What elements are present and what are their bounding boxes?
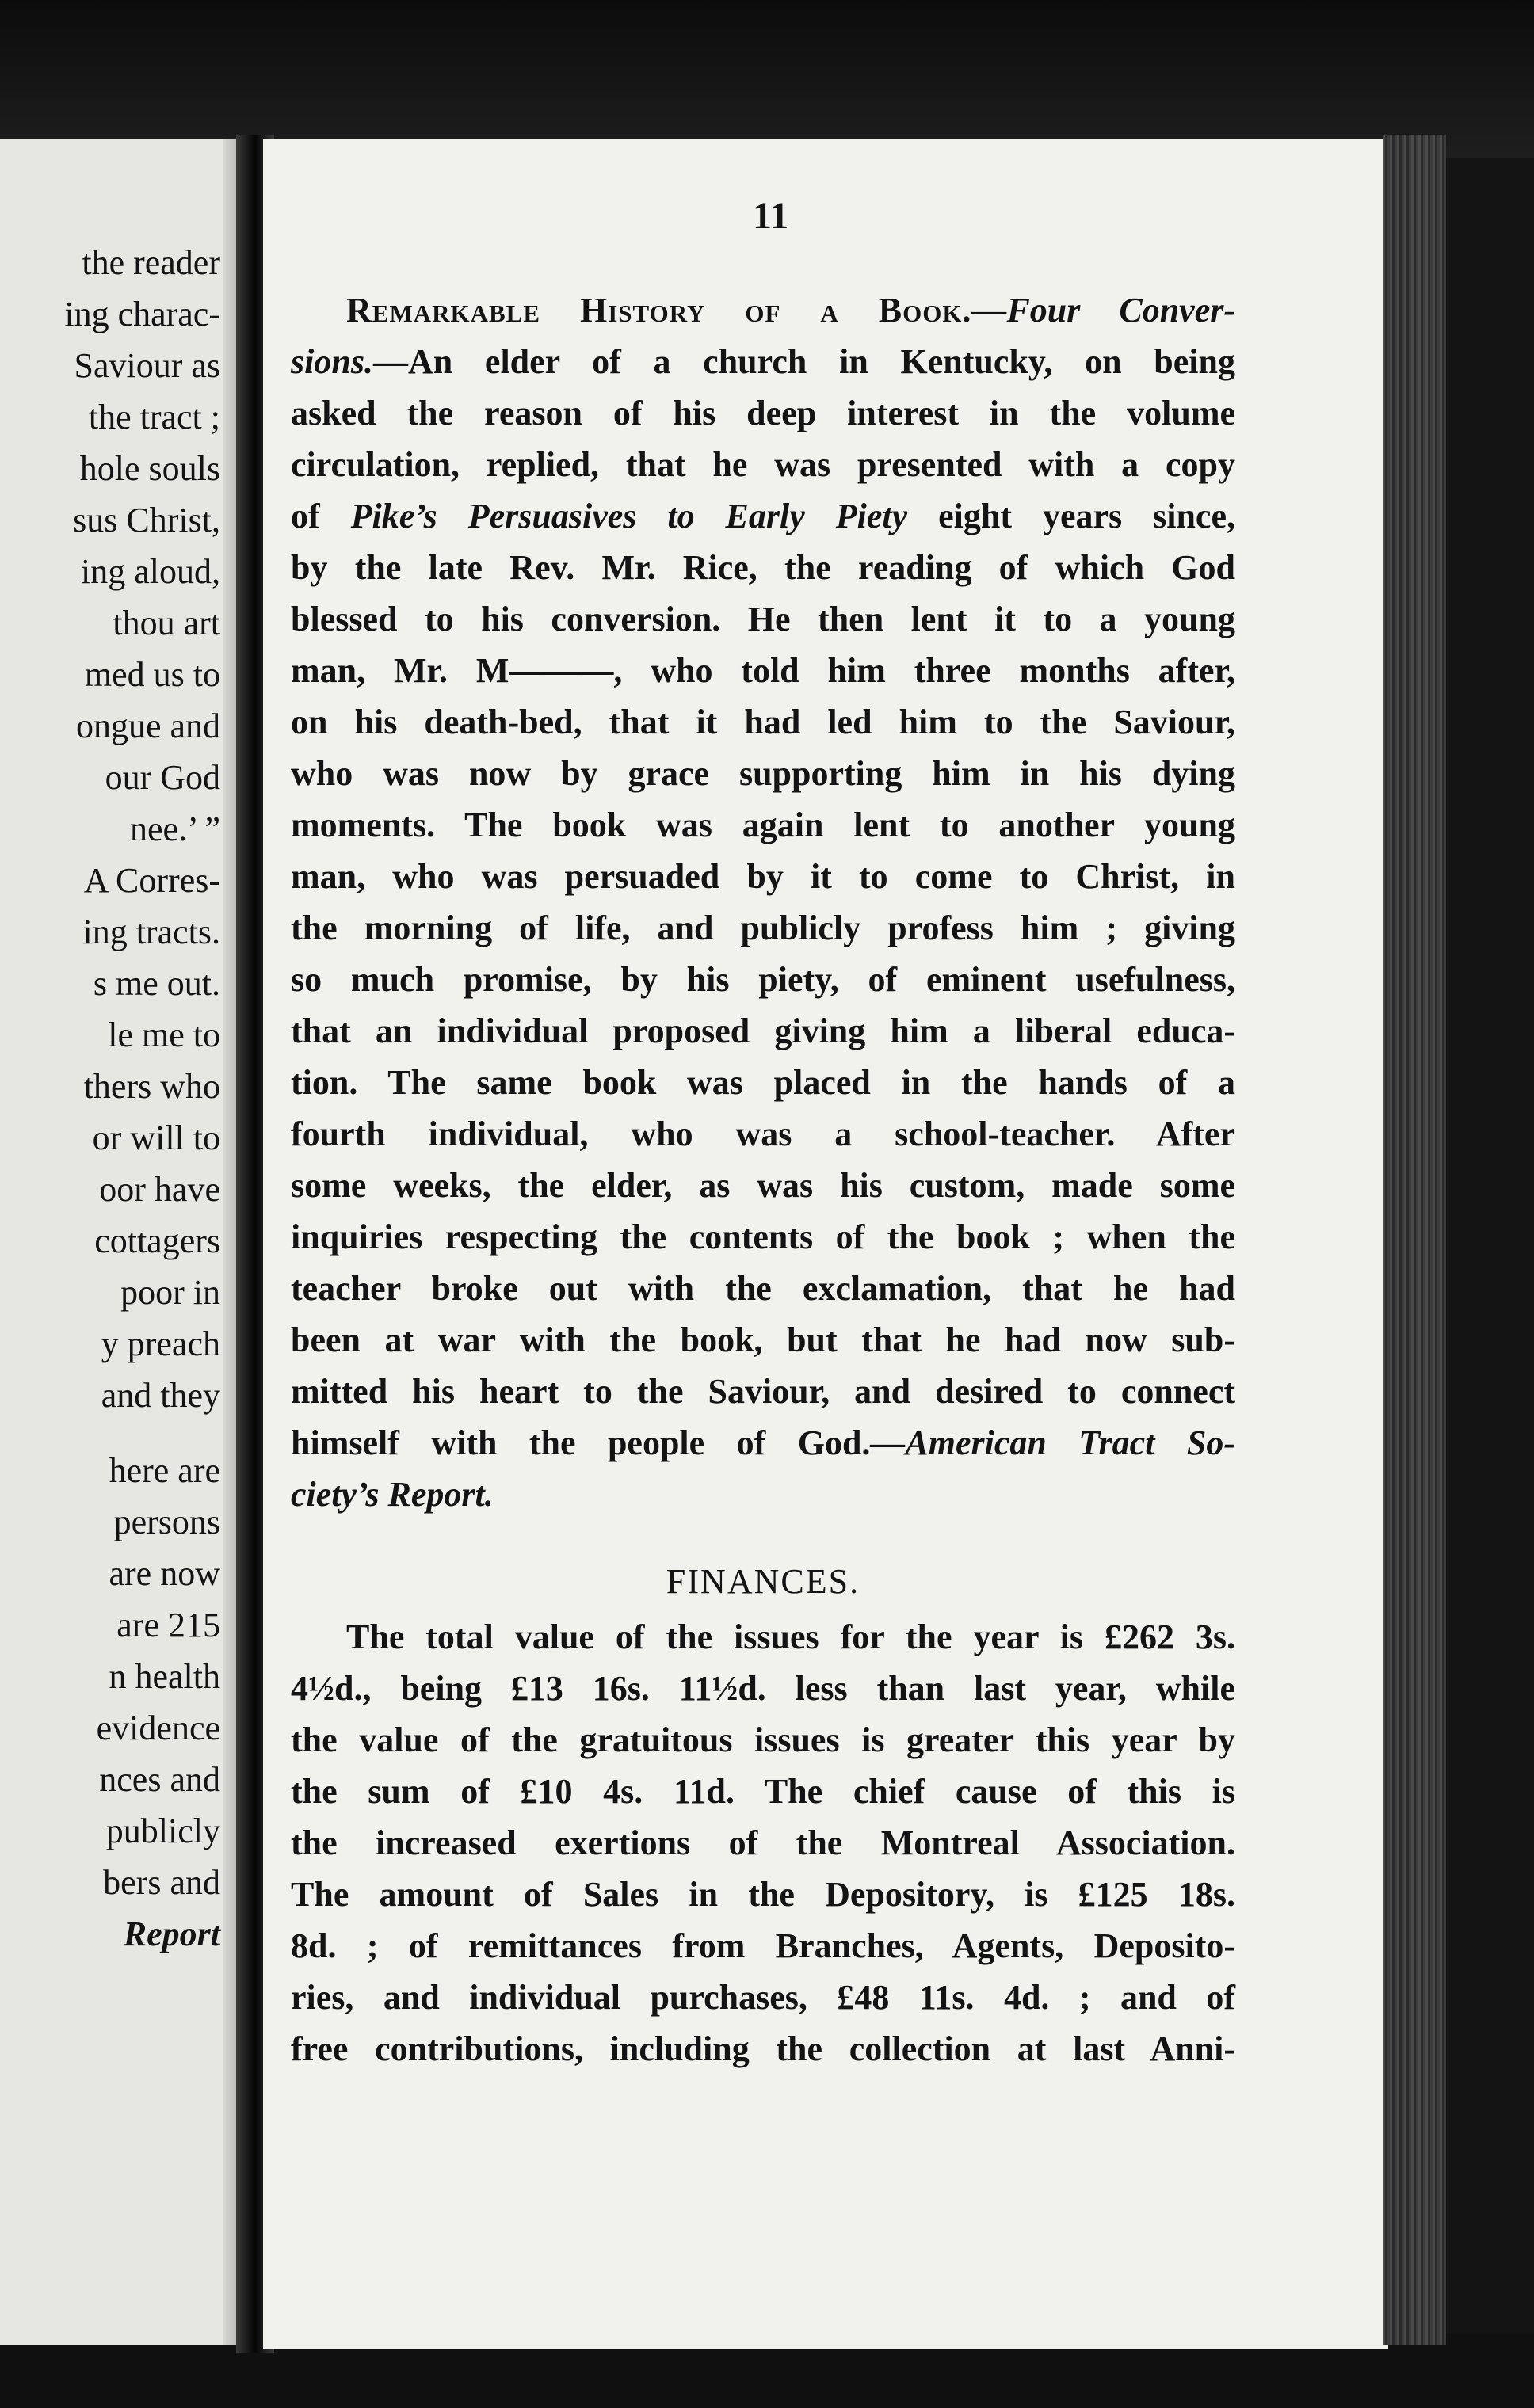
left-page-line: ing tracts. [82, 913, 220, 951]
left-page-line: here are [109, 1451, 220, 1490]
left-page-line: med us to [84, 655, 220, 694]
left-page-line: Saviour as [74, 346, 220, 385]
left-page-line: y preach [101, 1324, 220, 1363]
finances-line: the sum of £10 4s. 11d. The chief cause of this is [291, 1772, 1235, 1811]
finances-line: the increased exertions of the Montreal Association. [291, 1823, 1235, 1862]
article-line: mitted his heart to the Saviour, and desired to connect [291, 1372, 1235, 1411]
left-page-line: or will to [92, 1118, 220, 1157]
article-line: on his death-bed, that it had led him to the Saviour, [291, 703, 1235, 741]
left-page-line: ing charac- [64, 295, 220, 333]
article-line: by the late Rev. Mr. Rice, the reading of which God [291, 548, 1235, 587]
article-line: circulation, replied, that he was presented with a copy [291, 445, 1235, 484]
article-line: asked the reason of his deep interest in the volume [291, 394, 1235, 432]
finances-line: ries, and individual purchases, £48 11s. 4d. ; and of [291, 1978, 1235, 2017]
finances-line: the value of the gratuitous issues is greater this year by [291, 1720, 1235, 1759]
article-line: so much promise, by his piety, of eminent usefulness, [291, 960, 1235, 999]
article-line: some weeks, the elder, as was his custom, made some [291, 1166, 1235, 1205]
left-page-line: our God [105, 758, 220, 797]
left-page-line: the tract ; [88, 398, 220, 436]
left-page-line: nee.’ ” [130, 810, 220, 848]
left-page-line: are now [109, 1554, 220, 1593]
left-page-line: cottagers [94, 1221, 220, 1260]
article-text: himself with the people of God. [291, 1423, 871, 1462]
finances-line: 4½d., being £13 16s. 11½d. less than last year, while [291, 1669, 1235, 1708]
finances-line: The amount of Sales in the Depository, is £125 18s. [291, 1875, 1235, 1914]
article-title-line [291, 285, 1235, 336]
left-page-line: persons [113, 1503, 220, 1541]
finances-line: free contributions, including the collection at last Anni- [291, 2029, 1235, 2068]
article-line [291, 1469, 1235, 1520]
left-page-line: ing aloud, [81, 552, 220, 591]
left-page-line: hole souls [79, 449, 220, 488]
article-line [291, 337, 1235, 387]
left-page-line: le me to [108, 1015, 220, 1054]
left-page-line: nces and [99, 1760, 220, 1799]
section-heading: FINANCES. [666, 1562, 860, 1601]
article-line: moments. The book was again lent to another young [291, 806, 1235, 844]
left-page-line: evidence [96, 1709, 220, 1747]
left-page-line: ongue and [75, 707, 220, 745]
left-page-line: are 215 [116, 1606, 220, 1644]
article-line: that an individual proposed giving him a liberal educa- [291, 1012, 1235, 1050]
left-page-line: bers and [103, 1863, 220, 1902]
article-line: blessed to his conversion. He then lent it to a young [291, 600, 1235, 638]
page-block-edges [1383, 135, 1446, 2345]
left-page-line: poor in [120, 1273, 220, 1312]
article-line: man, Mr. M———, who told him three months after, [291, 651, 1235, 690]
article-line: teacher broke out with the exclamation, that he had [291, 1269, 1235, 1308]
page-number: 11 [753, 195, 789, 237]
article-line: who was now by grace supporting him in his dying [291, 754, 1235, 793]
left-page-line: oor have [99, 1170, 220, 1209]
left-page-line: s me out. [93, 964, 220, 1003]
left-page-line: and they [101, 1376, 220, 1415]
scan-background-top [0, 0, 1534, 158]
article-source-cont: ciety’s Report. [291, 1475, 494, 1514]
article-line: inquiries respecting the contents of the book ; when the [291, 1217, 1235, 1256]
left-page-line: sus Christ, [73, 501, 220, 539]
article-text: eight years since, [907, 497, 1235, 535]
left-page-line: publicly [105, 1812, 220, 1850]
book-title: Pike’s Persuasives to Early Piety [350, 497, 908, 535]
left-facing-page [0, 139, 252, 2345]
left-page-line: A Corres- [83, 861, 220, 900]
finances-line: 8d. ; of remittances from Branches, Agents, Deposito- [291, 1926, 1235, 1965]
article-text: —An elder of a church in Kentucky, on being [372, 342, 1235, 381]
left-page-line: Report [123, 1915, 220, 1953]
article-text: of [291, 497, 351, 535]
article-subtitle: —Four Conver- [971, 291, 1235, 330]
left-page-line: thers who [83, 1067, 220, 1106]
article-source: —American Tract So- [870, 1423, 1235, 1462]
article-line [291, 1418, 1235, 1469]
article-line: tion. The same book was placed in the hands of a [291, 1063, 1235, 1102]
article-line: been at war with the book, but that he had now sub- [291, 1320, 1235, 1359]
left-page-line: the reader [82, 243, 220, 282]
left-page-line: n health [109, 1657, 220, 1696]
article-line: the morning of life, and publicly profess him ; giving [291, 909, 1235, 947]
finances-line: The total value of the issues for the year is £262 3s. [346, 1617, 1235, 1656]
article-line: fourth individual, who was a school-teacher. After [291, 1114, 1235, 1153]
article-line [291, 491, 1235, 542]
article-subtitle-cont: sions. [291, 342, 373, 381]
article-title: Remarkable History of a Book. [346, 291, 972, 330]
article-line: man, who was persuaded by it to come to Christ, in [291, 857, 1235, 896]
left-page-line: thou art [113, 604, 220, 642]
